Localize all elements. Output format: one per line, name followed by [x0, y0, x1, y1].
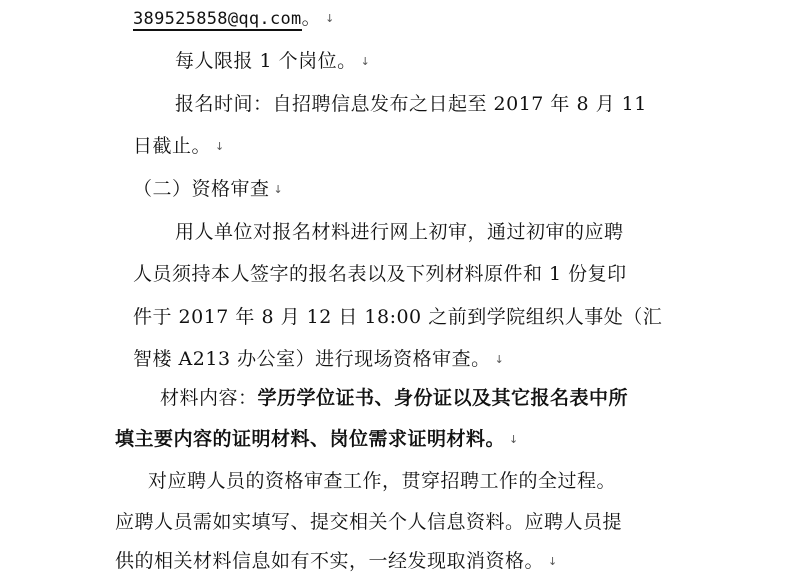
review-paragraph-text-1: 用人单位对报名材料进行网上初审，通过初审的应聘: [175, 221, 624, 243]
review-paragraph-text-4: 智楼 A213 办公室）进行现场资格审查。: [133, 348, 491, 370]
process-paragraph-line-2: [115, 510, 622, 534]
position-limit-line: [175, 49, 370, 74]
registration-deadline-line: [133, 134, 225, 159]
registration-time-text: 报名时间：自招聘信息发布之日起至 2017 年 8 月 11: [175, 93, 647, 115]
review-paragraph-line-2: [133, 262, 627, 286]
registration-time-line: [175, 92, 647, 116]
paragraph-mark-icon: ↓: [215, 140, 225, 153]
materials-line-2: [115, 427, 519, 452]
email-line: [133, 6, 335, 31]
materials-bold-text-2: 填主要内容的证明材料、岗位需求证明材料。: [115, 428, 506, 450]
position-limit-text: 每人限报 1 个岗位。: [175, 50, 357, 72]
paragraph-mark-icon: ↓: [548, 555, 558, 568]
review-paragraph-text-3: 件于 2017 年 8 月 12 日 18:00 之前到学院组织人事处（汇: [133, 306, 663, 328]
materials-label: 材料内容：: [160, 387, 258, 409]
paragraph-mark-icon: ↓: [494, 353, 505, 366]
process-paragraph-line-3: [115, 549, 558, 574]
paragraph-mark-icon: ↓: [509, 433, 519, 446]
process-paragraph-text-3: 供的相关材料信息如有不实，一经发现取消资格。: [115, 550, 545, 572]
review-paragraph-line-3: [133, 305, 662, 329]
materials-line-1: [160, 386, 628, 410]
review-paragraph-line-1: [175, 220, 624, 244]
process-paragraph-line-1: [148, 469, 616, 493]
paragraph-mark-icon: ↓: [360, 55, 371, 68]
email-line-suffix: 。: [301, 7, 322, 29]
registration-deadline-text: 日截止。: [133, 135, 212, 157]
review-paragraph-line-4: [133, 347, 504, 372]
section-heading-line: [133, 177, 283, 202]
review-paragraph-text-2: 人员须持本人签字的报名表以及下列材料原件和 1 份复印: [133, 263, 627, 285]
process-paragraph-text-2: 应聘人员需如实填写、提交相关个人信息资料。应聘人员提: [115, 511, 623, 533]
paragraph-mark-icon: ↓: [273, 183, 284, 196]
materials-bold-text-1: 学历学位证书、身份证以及其它报名表中所: [257, 387, 629, 409]
email-link[interactable]: 389525858@qq.com: [133, 9, 302, 29]
section-heading: （二）资格审查: [133, 178, 270, 200]
paragraph-mark-icon: ↓: [325, 12, 335, 25]
process-paragraph-text-1: 对应聘人员的资格审查工作，贯穿招聘工作的全过程。: [148, 470, 617, 492]
